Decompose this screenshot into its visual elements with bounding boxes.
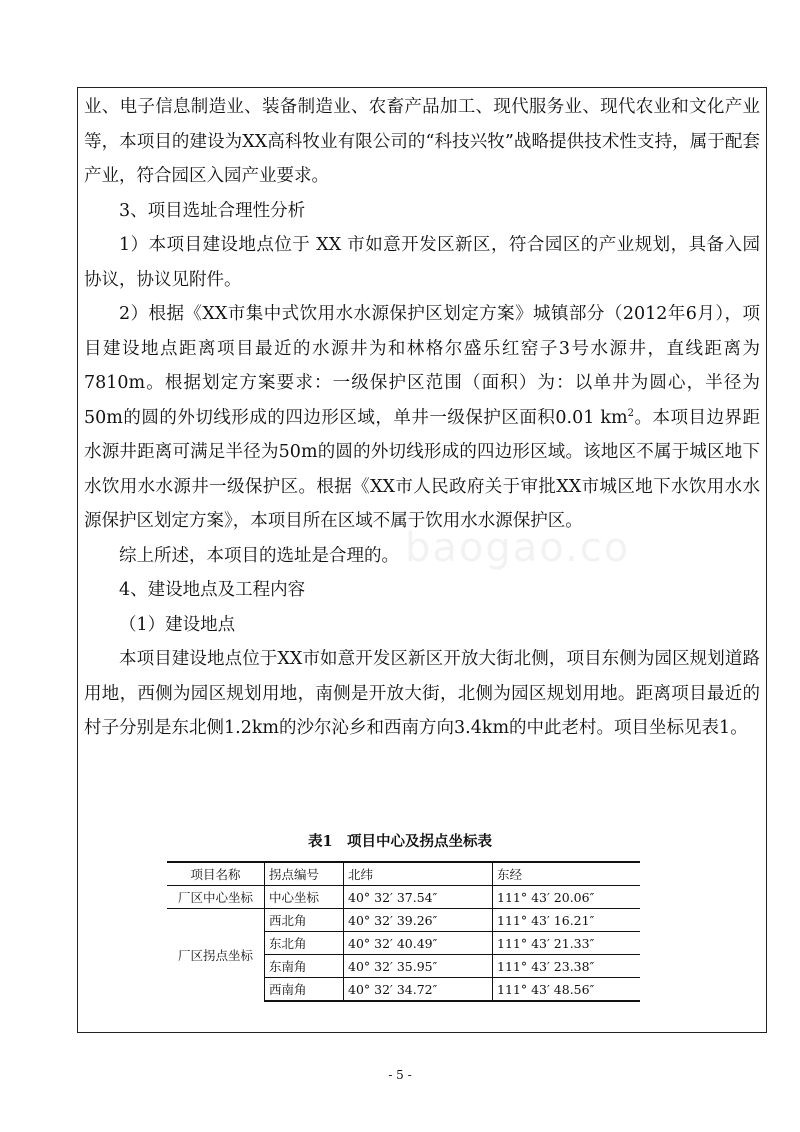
lat-value: 40° 32′ 37.54″ <box>344 886 493 909</box>
heading-location: 4、建设地点及工程内容 <box>119 580 306 600</box>
lon-value: 111° 43′ 23.38″ <box>493 955 641 978</box>
group-corners: 厂区拐点坐标 <box>167 909 265 1002</box>
lat-value: 40° 32′ 40.49″ <box>344 932 493 955</box>
point-name: 西北角 <box>265 909 344 932</box>
paragraph-site-2 <box>84 297 760 539</box>
paragraph-location: 本项目建设地点位于XX市如意开发区新区开放大街北侧，项目东侧为园区规划道路用地，西侧为园区规划用地，南侧是开放大街，北侧为园区规划用地。距离项目最近的村子分别是东北侧1.2km的沙尔沁乡和西南方向3.4km的中此老村。项目坐标见表1。 <box>84 649 760 738</box>
header-point: 拐点编号 <box>265 862 344 886</box>
heading-site-analysis: 3、项目选址合理性分析 <box>119 200 306 221</box>
paragraph-industry: 业、电子信息制造业、装备制造业、农畜产品加工、现代服务业、现代农业和文化产业等，本项目的建设为XX高科牧业有限公司的“科技兴牧”战略提供技术性支持，属于配套产业，符合园区入园产业要求。 <box>84 97 760 186</box>
document-body <box>84 90 760 746</box>
page-number: - 5 - <box>388 1068 412 1082</box>
table-row <box>167 909 640 932</box>
lon-value: 111° 43′ 20.06″ <box>497 889 595 905</box>
point-name: 西南角 <box>265 978 344 1002</box>
watermark: baogao.co <box>405 525 631 571</box>
header-name: 项目名称 <box>167 862 265 886</box>
paragraph-site-1: 1）本项目建设地点位于 XX 市如意开发区新区，符合园区的产业规划，具备入园协议，协议见附件。 <box>84 235 760 290</box>
point-name: 东南角 <box>265 955 344 978</box>
lon-value: 111° 43′ 16.21″ <box>493 909 641 932</box>
coordinate-table <box>167 861 640 1002</box>
table-header-row <box>167 862 640 886</box>
paragraph-site-2-part-a: 2）根据《XX市集中式饮用水水源保护区划定方案》城镇部分（2012年6月），项目建设地点距离项目最近的水源井为和林格尔盛乐红窑子3号水源井，直线距离为7810m。根据划定方案要求：一级保护区范围（面积）为：以单井为圆心，半径为50m的圆的外切线形成的四边形区域，单井一级保护区面积0.01 km <box>84 304 760 428</box>
paragraph-site-2-part-b: 。本项目边界距水源井距离可满足半径为50m的圆的外切线形成的四边形区域。该地区不属于城区地下水饮用水水源井一级保护区。根据《XX市人民政府关于审批XX市城区地下水饮用水水源保护区划定方案》，本项目所在区域不属于饮用水水源保护区。 <box>84 407 761 531</box>
header-lon: 东经 <box>493 862 641 886</box>
point-name: 东北角 <box>265 932 344 955</box>
table-row <box>167 886 640 909</box>
lat-value: 40° 32′ 39.26″ <box>344 909 493 932</box>
lat-value: 40° 32′ 34.72″ <box>344 978 493 1002</box>
group-center: 厂区中心坐标 <box>167 886 265 909</box>
subheading-location: （1）建设地点 <box>119 614 236 635</box>
superscript: 2 <box>627 407 634 419</box>
paragraph-conclusion: 综上所述，本项目的选址是合理的。 <box>119 545 399 566</box>
lon-value: 111° 43′ 48.56″ <box>493 978 641 1002</box>
point-name: 中心坐标 <box>265 886 344 909</box>
table-caption: 表1 项目中心及拐点坐标表 <box>307 833 493 850</box>
lat-value: 40° 32′ 35.95″ <box>344 955 493 978</box>
header-lat: 北纬 <box>344 862 493 886</box>
lon-value: 111° 43′ 21.33″ <box>493 932 641 955</box>
